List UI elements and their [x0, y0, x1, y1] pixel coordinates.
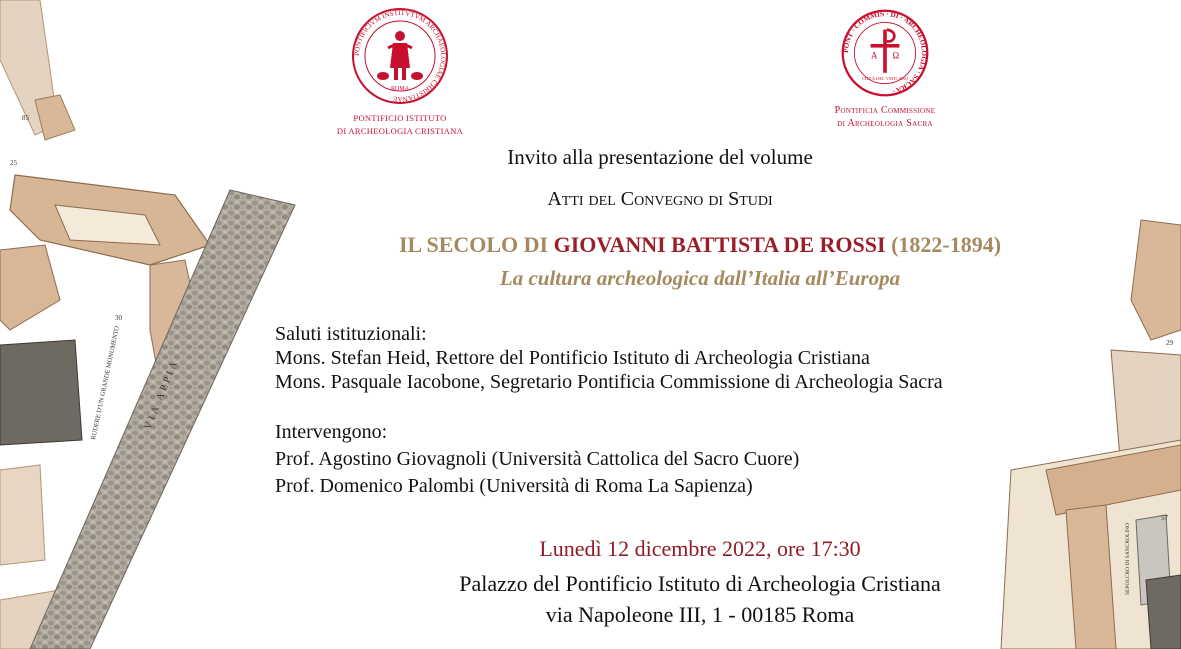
pontificio-istituto-seal-icon	[350, 6, 450, 106]
map-number: 25	[10, 159, 17, 167]
map-road-label: VIA APPIA	[142, 357, 181, 432]
saluti-item: Mons. Pasquale Iacobone, Segretario Pontificia Commissione di Archeologia Sacra	[275, 371, 943, 393]
venue-name: Palazzo del Pontificio Istituto di Archeologia Cristiana	[459, 571, 941, 596]
saluti-heading: Saluti istituzionali:	[275, 323, 427, 345]
pontificio-istituto-logo	[330, 6, 470, 137]
intervengono-item: Prof. Agostino Giovagnoli (Università Cattolica del Sacro Cuore)	[275, 448, 800, 470]
intervengono-heading: Intervengono:	[275, 421, 388, 443]
seal-ring-text: PONT · COMMIS · DI · ARCHEOLOGIA · SACRA ·	[842, 10, 928, 96]
logo-left-caption-1: PONTIFICIO ISTITUTO	[353, 113, 447, 123]
pontificia-commissione-logo	[800, 8, 970, 129]
title-prefix: IL SECOLO DI	[398, 232, 554, 257]
title-years: (1822-1894)	[885, 232, 1002, 257]
event-date: Lunedì 12 dicembre 2022, ore 17:30	[539, 536, 861, 561]
volume-subtitle: La cultura archeologica dall’Italia all’Europa	[499, 266, 901, 290]
volume-title	[300, 232, 1100, 258]
omega-glyph: Ω	[892, 50, 900, 61]
archaeological-map-left	[0, 0, 300, 649]
logo-right-caption-2: di Archeologia Sacra	[837, 118, 933, 129]
invitation-intro: Invito alla presentazione del volume	[507, 145, 813, 169]
alpha-glyph: A	[870, 50, 878, 61]
seal-inner-text: CITTÀ DEL VATICANO	[861, 76, 909, 81]
venue-address: via Napoleone III, 1 - 00185 Roma	[545, 602, 855, 627]
map-number: 29	[1166, 339, 1173, 347]
event-venue	[300, 568, 1100, 630]
seal-bottom-text: ROMA	[390, 86, 410, 92]
chi-rho-seal-icon	[840, 8, 930, 98]
logo-right-caption-1: Pontificia Commissione	[834, 105, 936, 116]
map-number: 85	[22, 114, 29, 122]
map-number: 30	[115, 314, 122, 322]
title-name: GIOVANNI BATTISTA DE ROSSI	[553, 232, 886, 257]
intervengono-item: Prof. Domenico Palombi (Università di Roma La Sapienza)	[275, 475, 753, 497]
saluti-item: Mons. Stefan Heid, Rettore del Pontificio Istituto di Archeologia Cristiana	[275, 347, 870, 369]
logo-left-caption-2: DI ARCHEOLOGIA CRISTIANA	[336, 126, 464, 136]
map-ruin-label: RUDERE D'UN GRANDE MONUMENTO	[90, 325, 122, 441]
seal-ring-text: PONTIFICIVM INSTITVTVM ARCHAEOLOGIAE CHRISTIANAE	[352, 8, 448, 104]
map-right-label: SEPOLCRO DI SANCROLINO	[1125, 522, 1131, 595]
atti-heading: Atti del Convegno di Studi	[547, 188, 773, 210]
map-number: 57	[1161, 514, 1168, 522]
